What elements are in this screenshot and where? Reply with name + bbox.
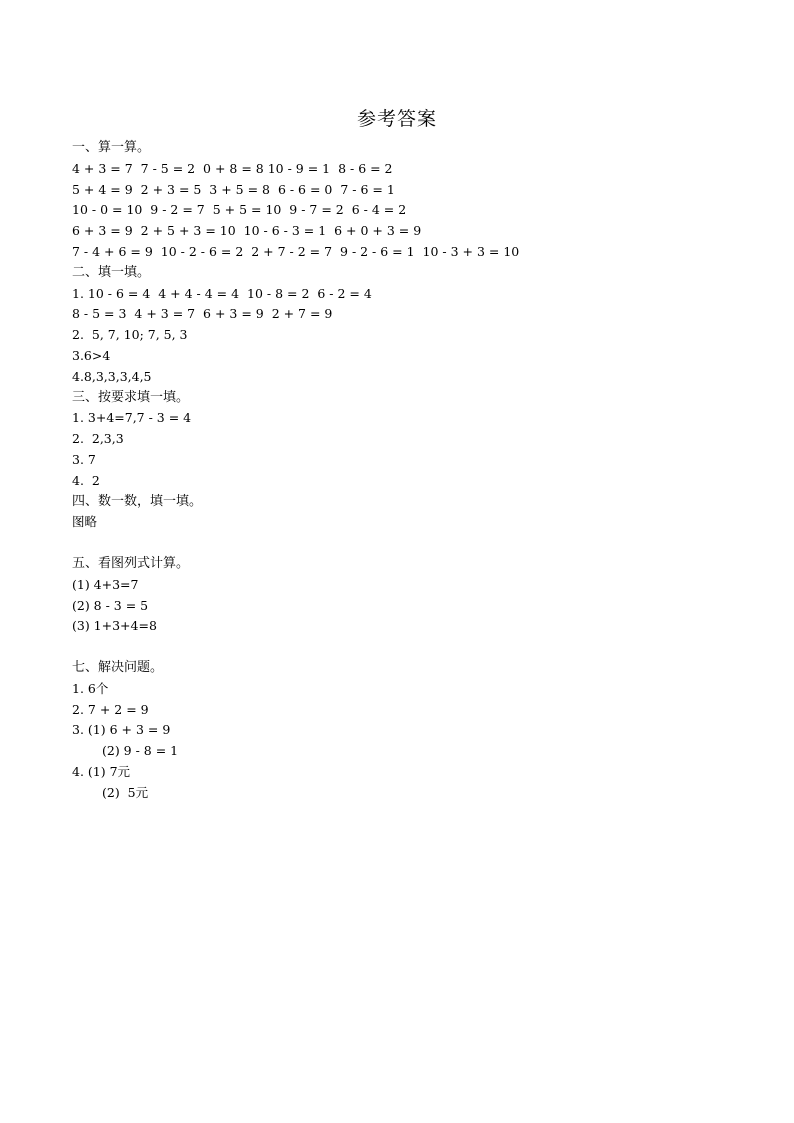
answer-line: 图略 (72, 514, 98, 530)
answer-line: 2. 2,3,3 (72, 431, 124, 447)
answer-line: (2) 9 - 8 = 1 (102, 743, 179, 759)
answer-line: 7 - 4 + 6 = 9 10 - 2 - 6 = 2 2 + 7 - 2 = 7 9 - 2 - 6 = 1 10 - 3 + 3 = 10 (72, 243, 520, 259)
answer-line: (2) 8 - 3 = 5 (72, 597, 149, 613)
answer-line: (3) 1+3+4=8 (72, 618, 157, 634)
answer-line: 4. 2 (72, 472, 100, 488)
answer-line: 2. 5, 7, 10; 7, 5, 3 (72, 327, 188, 343)
answer-line: 2. 7 + 2 = 9 (72, 701, 149, 717)
answer-line: (1) 4+3=7 (72, 576, 139, 592)
section-heading-solve-problems: 七、解决问题。 (72, 659, 164, 675)
answer-line: 4. (1) 7元 (72, 763, 131, 779)
section-heading-fill: 二、填一填。 (72, 264, 151, 280)
blank-spacer (72, 533, 752, 554)
section-heading-picture-equation: 五、看图列式计算。 (72, 555, 190, 571)
answer-line: 6 + 3 = 9 2 + 5 + 3 = 10 10 - 6 - 3 = 1 6 + 0 + 3 = 9 (72, 223, 422, 239)
answer-line: 1. 6个 (72, 680, 109, 696)
answer-line: 3. 7 (72, 451, 96, 467)
answer-line: 1. 3+4=7,7 - 3 = 4 (72, 410, 192, 426)
answer-line: 4 + 3 = 7 7 - 5 = 2 0 + 8 = 8 10 - 9 = 1 8 - 6 = 2 (72, 160, 393, 176)
blank-spacer (72, 637, 752, 658)
section-heading-fill-by-requirement: 三、按要求填一填。 (72, 389, 190, 405)
answer-line: 3.6>4 (72, 347, 111, 363)
answer-line: (2) 5元 (102, 784, 149, 800)
answer-line: 3. (1) 6 + 3 = 9 (72, 722, 171, 738)
answer-line: 5 + 4 = 9 2 + 3 = 5 3 + 5 = 8 6 - 6 = 0 7 - 6 = 1 (72, 181, 395, 197)
answer-line: 8 - 5 = 3 4 + 3 = 7 6 + 3 = 9 2 + 7 = 9 (72, 306, 333, 322)
answer-line: 4.8,3,3,3,4,5 (72, 368, 152, 384)
section-heading-count: 四、数一数，填一填。 (72, 493, 203, 509)
answer-line: 10 - 0 = 10 9 - 2 = 7 5 + 5 = 10 9 - 7 = 2 6 - 4 = 2 (72, 202, 407, 218)
page-title: 参考答案 (356, 108, 437, 130)
answer-line: 1. 10 - 6 = 4 4 + 4 - 4 = 4 10 - 8 = 2 6 - 2 = 4 (72, 285, 372, 301)
answer-content (72, 138, 752, 804)
section-heading-calculate: 一、算一算。 (72, 140, 151, 155)
